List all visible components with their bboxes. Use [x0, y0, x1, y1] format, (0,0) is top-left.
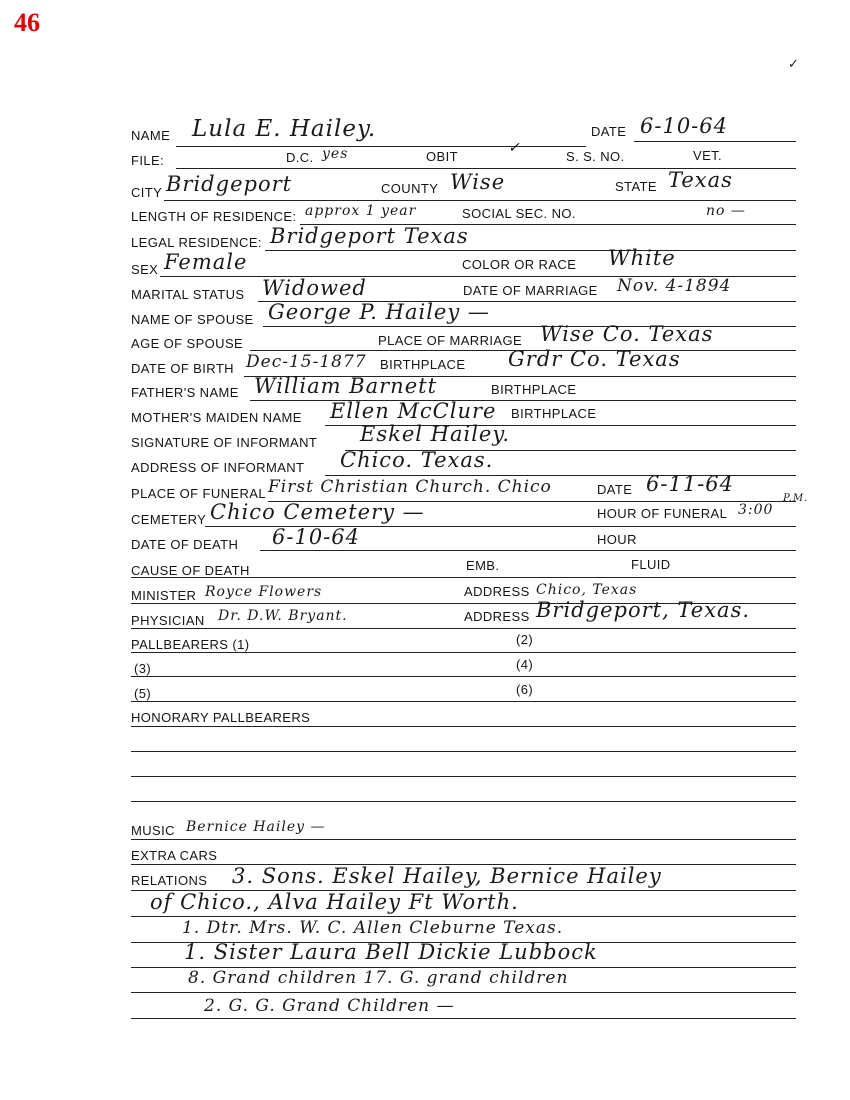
emb-label: EMB. [466, 558, 500, 573]
name-of-spouse-label: NAME OF SPOUSE [131, 312, 254, 327]
honorary-line-2 [131, 751, 796, 752]
cemetery-label: CEMETERY [131, 512, 207, 527]
father-birthplace-label: BIRTHPLACE [491, 382, 577, 397]
relations-rule-2 [131, 916, 796, 917]
relations-line-1: 3. Sons. Eskel Hailey, Bernice Hailey [232, 864, 662, 888]
relations-line-2: of Chico., Alva Hailey Ft Worth. [150, 890, 519, 914]
date-line [634, 141, 796, 142]
name-line [176, 146, 586, 147]
relations-line-3: 1. Dtr. Mrs. W. C. Allen Cleburne Texas. [182, 918, 564, 938]
pallbearer-6-label: (6) [516, 682, 534, 697]
minister-address-entry: Chico, Texas [536, 582, 638, 598]
place-of-marriage-label: PLACE OF MARRIAGE [378, 333, 523, 348]
name-of-spouse-entry: George P. Hailey — [268, 300, 490, 324]
date-of-death-entry: 6-10-64 [272, 525, 360, 549]
fathers-name-label: FATHER'S NAME [131, 385, 239, 400]
physician-label: PHYSICIAN [131, 613, 205, 628]
hour-of-funeral-suffix: P.M. [783, 493, 809, 504]
funeral-date-entry: 6-11-64 [646, 472, 734, 496]
sex-label: SEX [131, 262, 159, 277]
hour-label: HOUR [597, 532, 637, 547]
date-of-death-label: DATE OF DEATH [131, 537, 239, 552]
legal-residence-line [265, 250, 796, 251]
relations-line-6: 2. G. G. Grand Children — [204, 996, 455, 1016]
check-mark: ✓ [788, 56, 799, 71]
pallbearer-4-label: (4) [516, 657, 534, 672]
relations-rule-5 [131, 992, 796, 993]
state-entry: Texas [668, 168, 733, 192]
birthplace-entry: Grdr Co. Texas [508, 347, 681, 371]
county-entry: Wise [450, 170, 506, 194]
music-line [131, 839, 796, 840]
mother-birthplace-label: BIRTHPLACE [511, 406, 597, 421]
honorary-line-3 [131, 776, 796, 777]
physician-line [131, 628, 796, 629]
date-label: DATE [591, 124, 627, 139]
physician-entry: Dr. D.W. Bryant. [218, 608, 348, 624]
spouse-line [263, 326, 796, 327]
city-label: CITY [131, 185, 163, 200]
date-of-birth-entry: Dec-15-1877 [246, 352, 367, 372]
pallbearer-line-2 [131, 676, 796, 677]
music-label: MUSIC [131, 823, 175, 838]
cause-line [131, 577, 796, 578]
address-of-informant-entry: Chico. Texas. [340, 448, 494, 472]
obit-label: OBIT [426, 149, 458, 164]
mothers-maiden-name-label: MOTHER'S MAIDEN NAME [131, 410, 302, 425]
address-of-informant-label: ADDRESS OF INFORMANT [131, 460, 305, 475]
relations-line-4: 1. Sister Laura Bell Dickie Lubbock [184, 940, 598, 964]
signature-of-informant-entry: Eskel Hailey. [360, 422, 511, 446]
color-or-race-label: COLOR OR RACE [462, 257, 577, 272]
dc-entry: yes [322, 146, 349, 162]
marital-status-entry: Widowed [262, 276, 367, 300]
honorary-pallbearers-label: HONORARY PALLBEARERS [131, 710, 311, 725]
honorary-line-4 [131, 801, 796, 802]
mothers-maiden-name-entry: Ellen McClure [330, 399, 497, 423]
city-entry: Bridgeport [166, 172, 293, 196]
date-of-marriage-label: DATE OF MARRIAGE [463, 283, 598, 298]
pallbearer-5-label: (5) [134, 686, 152, 701]
vet-label: VET. [693, 148, 723, 163]
pallbearer-3-label: (3) [134, 661, 152, 676]
state-label: STATE [615, 179, 657, 194]
place-of-funeral-label: PLACE OF FUNERAL [131, 486, 266, 501]
sex-entry: Female [164, 250, 248, 274]
marital-status-label: MARITAL STATUS [131, 287, 245, 302]
relations-label: RELATIONS [131, 873, 208, 888]
pallbearer-line-3 [131, 701, 796, 702]
page-number: 46 [14, 8, 40, 37]
length-of-residence-label: LENGTH OF RESIDENCE: [131, 209, 297, 224]
music-entry: Bernice Hailey — [186, 819, 326, 835]
birthplace-label: BIRTHPLACE [380, 357, 466, 372]
signature-of-informant-label: SIGNATURE OF INFORMANT [131, 435, 318, 450]
place-of-funeral-entry: First Christian Church. Chico [268, 477, 552, 497]
honorary-line-1 [131, 726, 796, 727]
social-sec-label: SOCIAL SEC. NO. [462, 206, 576, 221]
cause-of-death-label: CAUSE OF DEATH [131, 563, 250, 578]
date-of-marriage-entry: Nov. 4-1894 [617, 276, 732, 296]
ssno-label: S. S. NO. [566, 149, 625, 164]
file-label: FILE: [131, 153, 165, 168]
city-line [164, 200, 796, 201]
color-or-race-entry: White [608, 246, 676, 270]
dc-label: D.C. [286, 150, 314, 165]
name-entry: Lula E. Hailey. [192, 116, 377, 142]
hour-of-funeral-label: HOUR OF FUNERAL [597, 506, 728, 521]
relations-line-5: 8. Grand children 17. G. grand children [188, 968, 569, 988]
extra-cars-label: EXTRA CARS [131, 848, 218, 863]
date-of-birth-label: DATE OF BIRTH [131, 361, 234, 376]
fathers-name-entry: William Barnett [254, 374, 438, 398]
legal-residence-label: LEGAL RESIDENCE: [131, 235, 262, 250]
length-of-residence-entry: approx 1 year [305, 203, 417, 219]
minister-label: MINISTER [131, 588, 197, 603]
pallbearer-line-1 [131, 652, 796, 653]
place-of-marriage-entry: Wise Co. Texas [540, 322, 714, 346]
fluid-label: FLUID [631, 557, 671, 572]
social-sec-entry: no — [706, 203, 746, 219]
pallbearer-2-label: (2) [516, 632, 534, 647]
legal-residence-entry: Bridgeport Texas [270, 224, 469, 248]
date-entry: 6-10-64 [640, 114, 728, 138]
name-label: NAME [131, 128, 171, 143]
county-label: COUNTY [381, 181, 439, 196]
hour-of-funeral-entry: 3:00 [738, 502, 774, 518]
minister-address-label: ADDRESS [464, 584, 530, 599]
physician-address-entry: Bridgeport, Texas. [536, 598, 751, 622]
minister-entry: Royce Flowers [205, 584, 323, 600]
physician-address-label: ADDRESS [464, 609, 530, 624]
obit-check-mark: ✓ [508, 140, 520, 156]
relations-rule-6 [131, 1018, 796, 1019]
age-of-spouse-label: AGE OF SPOUSE [131, 336, 244, 351]
pallbearers-label: PALLBEARERS (1) [131, 637, 250, 652]
funeral-date-label: DATE [597, 482, 633, 497]
death-line [260, 550, 796, 551]
cemetery-entry: Chico Cemetery — [210, 500, 425, 524]
